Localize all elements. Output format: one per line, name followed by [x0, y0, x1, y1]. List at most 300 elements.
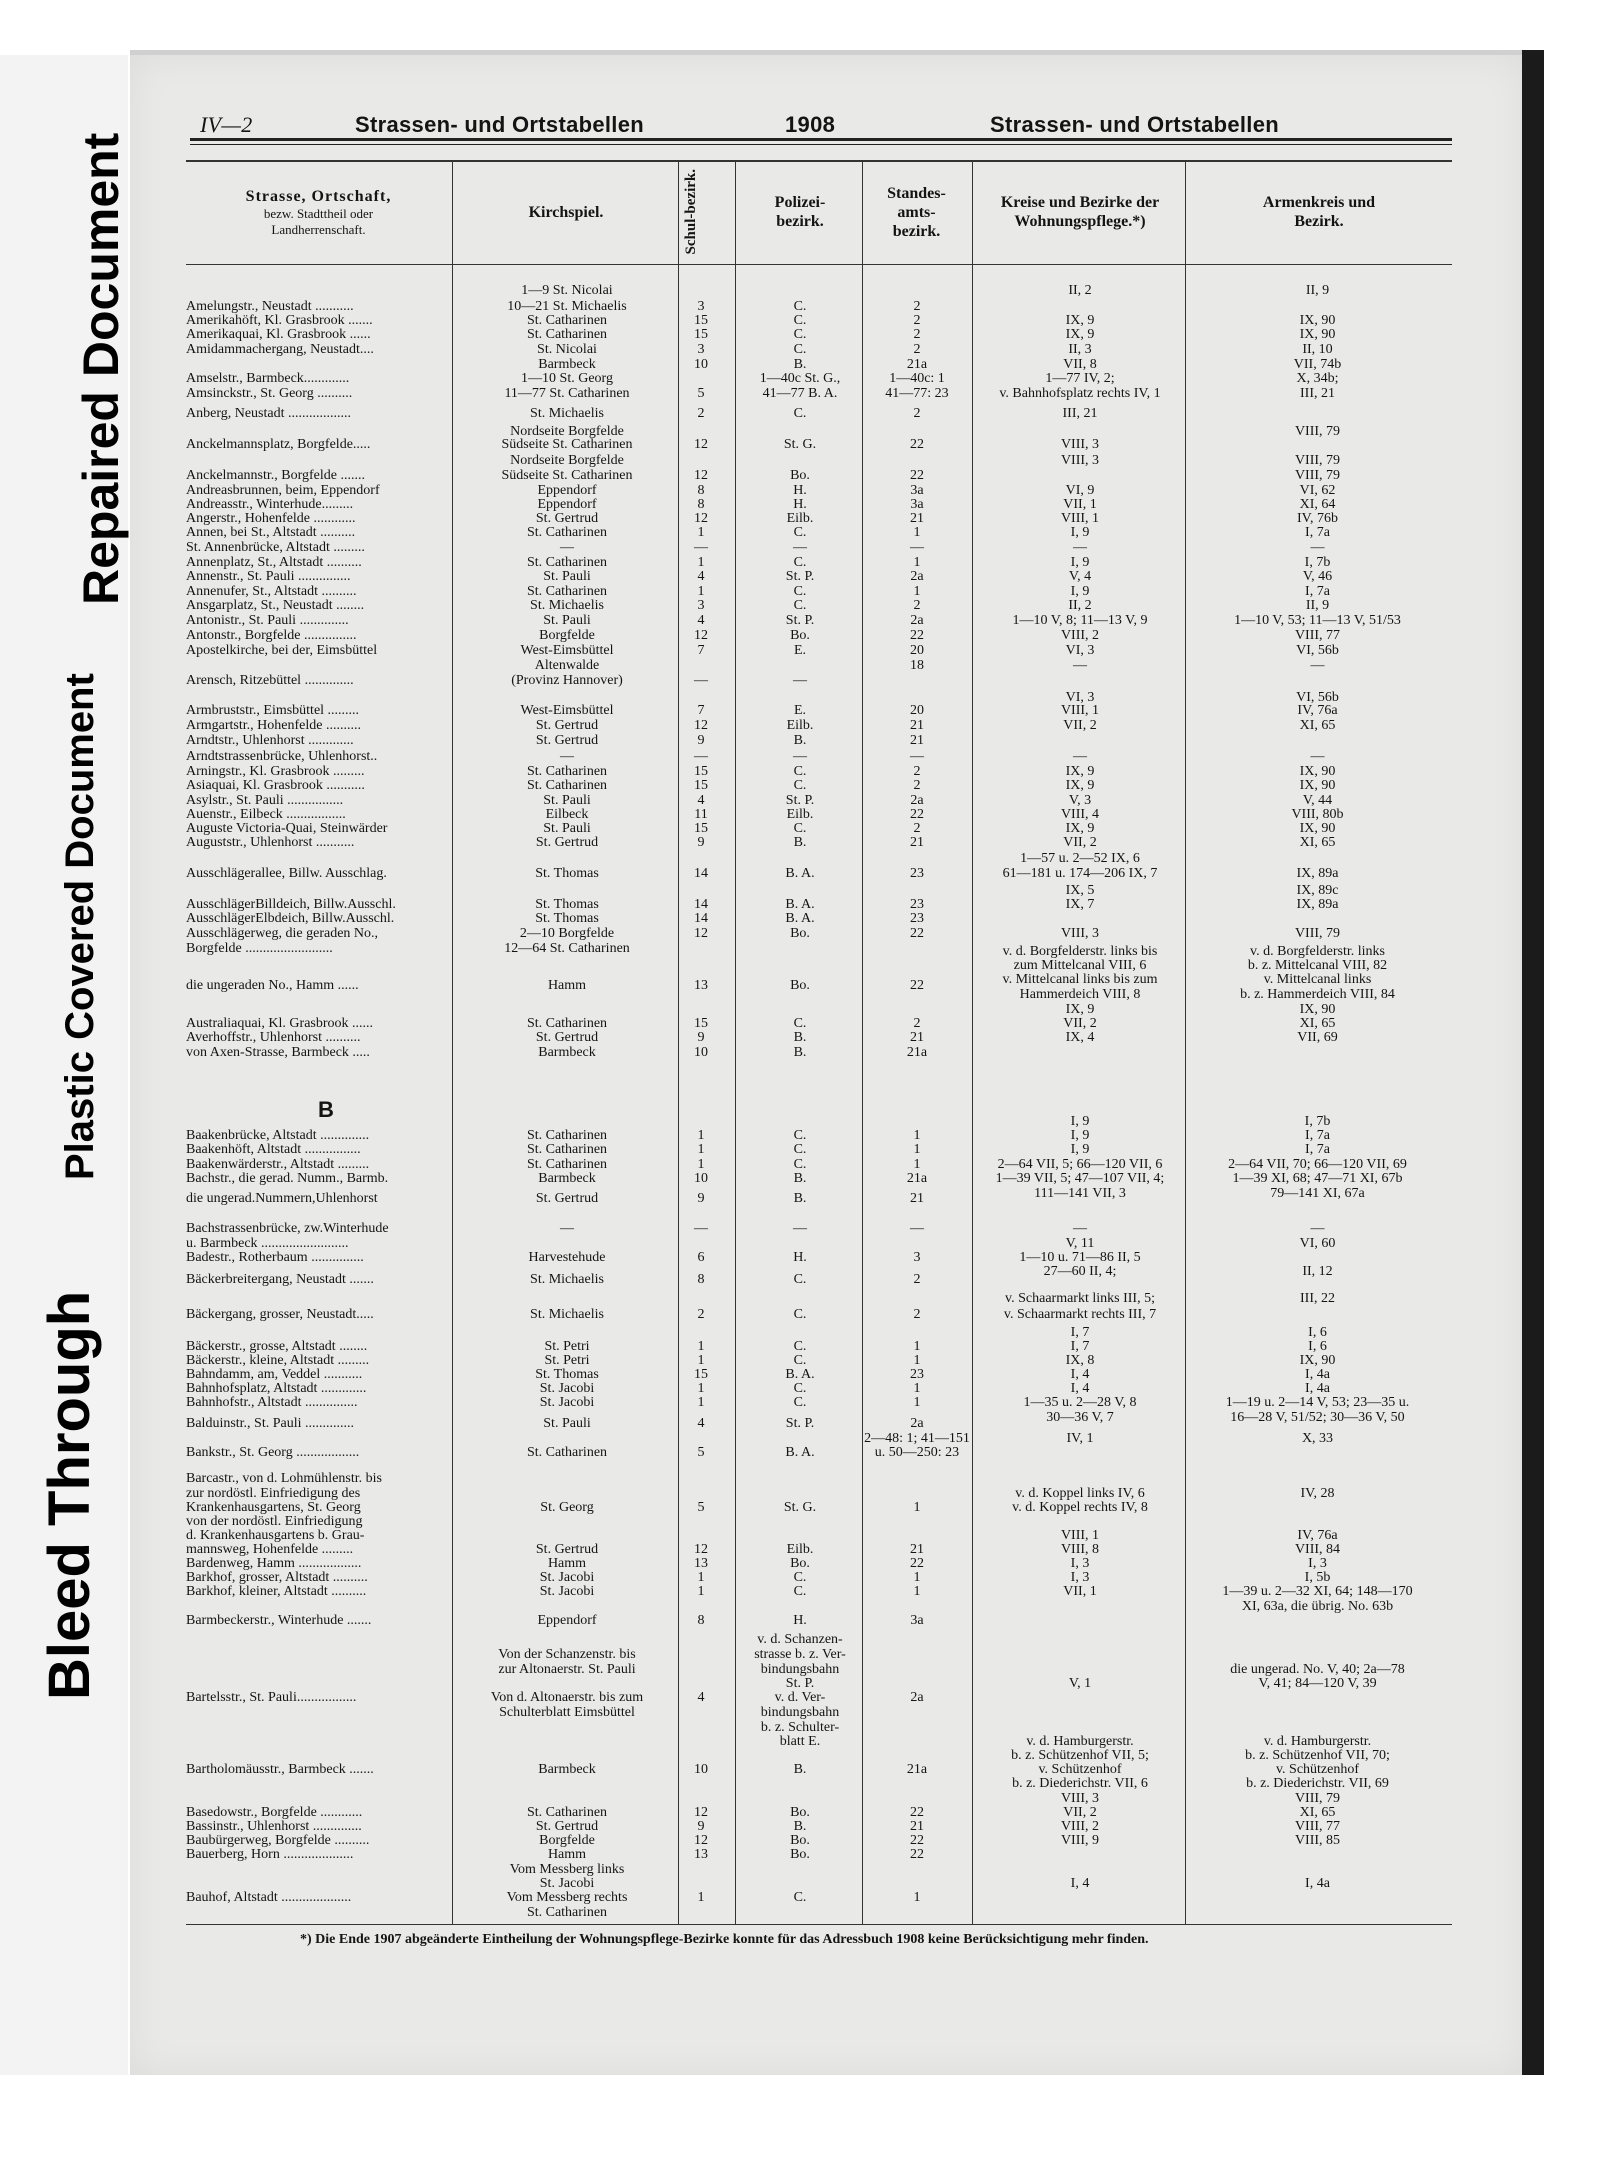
row-housing-cell: VIII, 3 — [1060, 1791, 1100, 1806]
row-street-cell: Bauerberg, Horn .................... — [186, 1847, 354, 1862]
row-street-cell: Bäckerstr., kleine, Altstadt ......... — [186, 1353, 370, 1368]
row-registry-cell: 3a — [910, 1613, 924, 1628]
row-poor-cell: v. d. Borgfelderstr. links — [1250, 944, 1385, 959]
row-housing-cell: IX, 9 — [1065, 821, 1095, 836]
row-poor-cell: I, 7a — [1305, 525, 1330, 540]
col-housing-header — [975, 160, 1185, 264]
row-registry-cell: 1 — [913, 555, 921, 570]
row-poor-cell: III, 21 — [1300, 386, 1335, 401]
row-housing-cell: I, 7 — [1070, 1339, 1090, 1354]
row-poor-cell: VIII, 80b — [1291, 807, 1344, 822]
row-police-cell: St. P. — [785, 1676, 815, 1691]
row-housing-cell: VII, 2 — [1063, 1016, 1097, 1031]
row-parish-cell: St. Gertrud — [535, 511, 599, 526]
row-street-cell: Bankstr., St. Georg .................. — [186, 1445, 360, 1460]
row-registry-cell: 2 — [913, 764, 921, 779]
row-street-cell: Barkhof, kleiner, Altstadt .......... — [186, 1584, 367, 1599]
row-police-cell: B. A. — [785, 1445, 815, 1460]
row-police-cell: bindungsbahn — [760, 1662, 840, 1677]
row-poor-cell: XI, 65 — [1299, 718, 1336, 733]
row-police-cell: B. — [793, 1171, 807, 1186]
row-poor-cell: XI, 64 — [1299, 497, 1336, 512]
row-housing-cell: I, 4 — [1070, 1876, 1090, 1891]
row-housing-cell: IX, 9 — [1065, 327, 1095, 342]
row-school-cell: — — [694, 749, 708, 764]
row-street-cell: Armbruststr., Eimsbüttel ......... — [186, 703, 360, 718]
row-housing-cell: III, 21 — [1062, 406, 1098, 421]
row-poor-cell: VII, 69 — [1297, 1030, 1338, 1045]
row-poor-cell: VI, 62 — [1299, 483, 1336, 498]
table-top-line — [186, 160, 1452, 162]
row-registry-cell: 3a — [910, 483, 924, 498]
row-poor-cell: VI, 56b — [1296, 643, 1339, 658]
row-poor-cell: IX, 89a — [1296, 897, 1339, 912]
row-poor-cell: IX, 90 — [1299, 821, 1336, 836]
row-school-cell: 15 — [694, 313, 708, 328]
row-registry-cell: 2 — [913, 1016, 921, 1031]
row-police-cell: C. — [793, 1272, 807, 1287]
header-title-right: Strassen- und Ortstabellen — [990, 112, 1279, 137]
row-street-cell: Antonstr., Borgfelde ............... — [186, 628, 357, 643]
row-school-cell: 1 — [697, 1584, 705, 1599]
row-parish-cell: Nordseite Borgfelde — [510, 453, 624, 468]
row-parish-cell: St. Catharinen — [526, 1805, 608, 1820]
row-poor-cell: IX, 90 — [1299, 764, 1336, 779]
col-police-header — [738, 160, 862, 264]
row-parish-cell: St. Gertrud — [535, 1542, 599, 1557]
row-school-cell: 15 — [694, 1016, 708, 1031]
row-housing-cell: 1—39 VII, 5; 47—107 VII, 4; — [995, 1171, 1165, 1186]
row-school-cell: 12 — [694, 1542, 708, 1557]
row-police-cell: C. — [793, 525, 807, 540]
row-housing-cell: 1—10 u. 71—86 II, 5 — [1019, 1250, 1141, 1265]
col-poor-header — [1186, 160, 1452, 264]
row-housing-cell: 27—60 II, 4; — [1043, 1264, 1117, 1279]
row-parish-cell: St. Catharinen — [526, 778, 608, 793]
row-police-cell: — — [793, 749, 807, 764]
row-registry-cell: u. 50—250: 23 — [874, 1445, 960, 1460]
row-housing-cell: II, 3 — [1068, 342, 1092, 357]
row-housing-cell: IX, 7 — [1065, 897, 1095, 912]
row-street-cell: Asylstr., St. Pauli ................ — [186, 793, 344, 808]
row-parish-cell: St. Thomas — [535, 911, 599, 926]
row-street-cell: Anberg, Neustadt .................. — [186, 406, 351, 421]
row-school-cell: 13 — [694, 1556, 708, 1571]
row-housing-cell: 111—141 VII, 3 — [1034, 1186, 1126, 1201]
row-poor-cell: VIII, 77 — [1294, 628, 1341, 643]
row-parish-cell: West-Eimsbüttel — [520, 643, 614, 658]
col-street-subtitle: bezw. Stadttheil oder Landherrenschaft. — [263, 205, 374, 237]
row-street-cell: Auguststr., Uhlenhorst ........... — [186, 835, 355, 850]
row-poor-cell: II, 12 — [1302, 1264, 1333, 1279]
row-police-cell: B. — [793, 1762, 807, 1777]
row-registry-cell: 2 — [913, 406, 921, 421]
row-housing-cell: b. z. Schützenhof VII, 5; — [1011, 1748, 1149, 1763]
row-police-cell: Bo. — [790, 468, 810, 483]
row-police-cell: Bo. — [790, 628, 810, 643]
row-housing-cell: v. Bahnhofsplatz rechts IV, 1 — [999, 386, 1161, 401]
row-parish-cell: St. Nicolai — [537, 342, 597, 357]
row-parish-cell: St. Gertrud — [535, 733, 599, 748]
row-street-cell: Bartholomäusstr., Barmbeck ....... — [186, 1762, 374, 1777]
row-registry-cell: 22 — [910, 437, 924, 452]
row-housing-cell: 61—181 u. 174—206 IX, 7 — [1002, 866, 1158, 881]
row-registry-cell: 2 — [913, 327, 921, 342]
row-school-cell: — — [694, 540, 708, 555]
row-poor-cell: II, 9 — [1305, 283, 1330, 298]
row-poor-cell: IX, 90 — [1299, 313, 1336, 328]
row-parish-cell: 10—21 St. Michaelis — [507, 299, 627, 314]
row-street-cell: Bardenweg, Hamm .................. — [186, 1556, 362, 1571]
row-street-cell: Amerikahöft, Kl. Grasbrook ....... — [186, 313, 373, 328]
row-parish-cell: St. Catharinen — [526, 1905, 608, 1920]
header-rule — [190, 138, 1452, 141]
row-street-cell: die ungerad.Nummern,Uhlenhorst — [186, 1191, 378, 1206]
row-parish-cell: Von d. Altonaerstr. bis zum — [490, 1690, 644, 1705]
row-housing-cell: I, 3 — [1070, 1556, 1090, 1571]
row-parish-cell: Südseite St. Catharinen — [501, 437, 633, 452]
row-parish-cell: Harvestehude — [528, 1250, 606, 1265]
row-police-cell: Eilb. — [786, 807, 814, 822]
row-registry-cell: 21 — [910, 1542, 924, 1557]
row-street-cell: Apostelkirche, bei der, Eimsbüttel — [186, 643, 378, 658]
row-housing-cell: — — [1073, 658, 1087, 673]
row-poor-cell: XI, 65 — [1299, 835, 1336, 850]
row-housing-cell: 1—57 u. 2—52 IX, 6 — [1020, 851, 1140, 866]
row-registry-cell: 22 — [910, 628, 924, 643]
row-school-cell: — — [694, 1221, 708, 1236]
row-parish-cell: St. Michaelis — [530, 406, 604, 421]
row-street-cell: Baubürgerweg, Borgfelde .......... — [186, 1833, 370, 1848]
row-housing-cell: 1—35 u. 2—28 V, 8 — [1023, 1395, 1137, 1410]
row-housing-cell: v. d. Koppel rechts IV, 8 — [1012, 1500, 1148, 1515]
row-street-cell: Auenstr., Eilbeck ................. — [186, 807, 346, 822]
row-street-cell: d. Krankenhausgartens b. Grau- — [186, 1528, 365, 1543]
row-poor-cell: — — [1310, 658, 1325, 673]
row-school-cell: 12 — [694, 926, 708, 941]
row-parish-cell: St. Michaelis — [530, 1307, 604, 1322]
row-street-cell: Amselstr., Barmbeck............. — [186, 371, 350, 386]
row-parish-cell: Barmbeck — [538, 1045, 596, 1060]
row-parish-cell: St. Catharinen — [526, 1128, 608, 1143]
row-parish-cell: St. Pauli — [543, 793, 591, 808]
row-school-cell: 9 — [697, 733, 705, 748]
row-street-cell: Bahnhofsplatz, Altstadt ............. — [186, 1381, 367, 1396]
col-street-header — [186, 160, 451, 264]
row-police-cell: B. — [793, 835, 807, 850]
row-parish-cell: Borgfelde — [539, 1833, 595, 1848]
row-street-cell: die ungeraden No., Hamm ...... — [186, 978, 359, 993]
row-school-cell: 1 — [697, 1353, 705, 1368]
row-registry-cell: 2 — [913, 598, 921, 613]
row-parish-cell: St. Gertrud — [535, 1191, 599, 1206]
row-street-cell: AusschlägerBilldeich, Billw.Ausschl. — [186, 897, 396, 912]
row-housing-cell: 30—36 V, 7 — [1046, 1410, 1114, 1425]
row-school-cell: 14 — [694, 897, 708, 912]
row-street-cell: Amidammachergang, Neustadt.... — [186, 342, 374, 357]
row-poor-cell: XI, 63a, die übrig. No. 63b — [1241, 1599, 1394, 1614]
row-parish-cell: Schulterblatt Eimsbüttel — [499, 1705, 635, 1720]
row-police-cell: C. — [793, 555, 807, 570]
row-police-cell: C. — [793, 821, 807, 836]
row-street-cell: Barmbeckerstr., Winterhude ....... — [186, 1613, 372, 1628]
col-divider-1 — [452, 160, 453, 1925]
row-parish-cell: St. Jacobi — [539, 1584, 595, 1599]
row-parish-cell: St. Pauli — [543, 1416, 591, 1431]
row-poor-cell: VIII, 79 — [1294, 926, 1341, 941]
row-registry-cell: 22 — [910, 926, 924, 941]
row-parish-cell: St. Gertrud — [535, 718, 599, 733]
row-housing-cell: V, 11 — [1065, 1236, 1095, 1251]
row-housing-cell: VIII, 3 — [1060, 926, 1100, 941]
row-registry-cell: 1 — [913, 584, 921, 599]
row-street-cell: Arningstr., Kl. Grasbrook ......... — [186, 764, 365, 779]
row-housing-cell: I, 9 — [1070, 584, 1090, 599]
row-poor-cell: I, 7a — [1305, 1142, 1330, 1157]
row-poor-cell: b. z. Hammerdeich VIII, 84 — [1240, 987, 1395, 1002]
row-street-cell: Amelungstr., Neustadt ........... — [186, 299, 354, 314]
row-housing-cell: I, 4 — [1070, 1381, 1090, 1396]
row-street-cell: Bassinstr., Uhlenhorst .............. — [186, 1819, 362, 1834]
row-housing-cell: IX, 9 — [1065, 778, 1095, 793]
row-poor-cell: IX, 90 — [1299, 327, 1336, 342]
row-housing-cell: IX, 9 — [1065, 1002, 1095, 1017]
row-parish-cell: St. Petri — [544, 1339, 590, 1354]
row-police-cell: C. — [793, 1142, 807, 1157]
row-parish-cell: St. Jacobi — [539, 1876, 595, 1891]
row-poor-cell: 1—39 XI, 68; 47—71 XI, 67b — [1232, 1171, 1403, 1186]
row-street-cell: Bäckerstr., grosse, Altstadt ........ — [186, 1339, 368, 1354]
row-housing-cell: VIII, 2 — [1060, 628, 1100, 643]
row-parish-cell: Vom Messberg rechts — [506, 1890, 628, 1905]
row-registry-cell: 2 — [913, 821, 921, 836]
row-street-cell: Annenplatz, St., Altstadt .......... — [186, 555, 362, 570]
row-parish-cell: St. Catharinen — [526, 555, 608, 570]
row-poor-cell: X, 34b; — [1296, 371, 1339, 386]
row-poor-cell: I, 7a — [1305, 1128, 1330, 1143]
row-police-cell: B. — [793, 1191, 807, 1206]
row-poor-cell: I, 7b — [1304, 1114, 1331, 1129]
row-parish-cell: St. Pauli — [543, 821, 591, 836]
row-registry-cell: 21 — [910, 718, 924, 733]
row-school-cell: 1 — [697, 1381, 705, 1396]
row-school-cell: 1 — [697, 525, 705, 540]
row-school-cell: 12 — [694, 718, 708, 733]
row-school-cell: 15 — [694, 1367, 708, 1382]
row-police-cell: C. — [793, 598, 807, 613]
row-school-cell: 12 — [694, 468, 708, 483]
row-parish-cell: St. Pauli — [543, 569, 591, 584]
row-police-cell: St. G. — [783, 1500, 817, 1515]
row-poor-cell: I, 3 — [1308, 1556, 1327, 1571]
row-poor-cell: — — [1310, 540, 1325, 555]
row-parish-cell: St. Catharinen — [526, 764, 608, 779]
row-school-cell: 14 — [694, 911, 708, 926]
col-divider-2 — [678, 160, 679, 1925]
row-housing-cell: VII, 1 — [1063, 1584, 1097, 1599]
row-registry-cell: 1 — [913, 1339, 921, 1354]
row-poor-cell: 2—64 VII, 70; 66—120 VII, 69 — [1228, 1157, 1407, 1172]
row-registry-cell: 22 — [910, 978, 924, 993]
row-housing-cell: IV, 1 — [1066, 1431, 1094, 1446]
row-street-cell: Angerstr., Hohenfelde ............ — [186, 511, 356, 526]
section-letter-b: B — [318, 1097, 334, 1122]
row-housing-cell: — — [1073, 540, 1087, 555]
row-parish-cell: St. Catharinen — [526, 1157, 608, 1172]
row-street-cell: Antonistr., St. Pauli .............. — [186, 613, 349, 628]
row-parish-cell: St. Michaelis — [530, 1272, 604, 1287]
row-street-cell: Baakenbrücke, Altstadt .............. — [186, 1128, 370, 1143]
row-police-cell: C. — [793, 406, 807, 421]
row-school-cell: 12 — [694, 1833, 708, 1848]
row-poor-cell: VIII, 85 — [1294, 1833, 1341, 1848]
row-parish-cell: Nordseite Borgfelde — [510, 424, 624, 439]
row-school-cell: 1 — [697, 1339, 705, 1354]
row-poor-cell: XI, 65 — [1299, 1805, 1336, 1820]
row-school-cell: 1 — [697, 555, 705, 570]
row-housing-cell: b. z. Diederichstr. VII, 6 — [1012, 1776, 1148, 1791]
row-school-cell: 2 — [697, 1307, 705, 1322]
col-parish-header: Kirchspiel. — [528, 203, 604, 221]
row-housing-cell: VIII, 9 — [1060, 1833, 1100, 1848]
row-parish-cell: — — [560, 1221, 574, 1236]
row-poor-cell: V, 41; 84—120 V, 39 — [1258, 1676, 1377, 1691]
row-police-cell: St. P. — [785, 793, 815, 808]
row-school-cell: 15 — [694, 821, 708, 836]
row-registry-cell: 2 — [913, 1272, 921, 1287]
row-street-cell: zur nordöstl. Einfriedigung des — [186, 1486, 361, 1501]
row-parish-cell: 2—10 Borgfelde — [519, 926, 615, 941]
row-registry-cell: 1—40c: 1 — [889, 371, 945, 386]
row-police-cell: Bo. — [790, 1833, 810, 1848]
row-registry-cell: 22 — [910, 1833, 924, 1848]
header-year: 1908 — [785, 112, 836, 137]
row-parish-cell: St. Gertrud — [535, 1819, 599, 1834]
row-street-cell: Arndtstrassenbrücke, Uhlenhorst.. — [186, 749, 378, 764]
row-housing-cell: VI, 3 — [1065, 690, 1095, 705]
row-street-cell: Amsinckstr., St. Georg .......... — [186, 386, 353, 401]
row-parish-cell: Hamm — [547, 978, 587, 993]
row-parish-cell: 11—77 St. Catharinen — [504, 386, 630, 401]
row-parish-cell: St. Catharinen — [526, 313, 608, 328]
row-housing-cell: IX, 9 — [1065, 764, 1095, 779]
row-poor-cell: VIII, 79 — [1294, 424, 1341, 439]
row-poor-cell: IV, 28 — [1300, 1486, 1335, 1501]
row-street-cell: Ausschlägerallee, Billw. Ausschlag. — [186, 866, 387, 881]
row-parish-cell: zur Altonaerstr. St. Pauli — [498, 1662, 636, 1677]
row-police-cell: C. — [793, 1381, 807, 1396]
row-registry-cell: 23 — [910, 897, 924, 912]
row-police-cell: Bo. — [790, 1556, 810, 1571]
row-poor-cell: I, 6 — [1308, 1339, 1327, 1354]
row-police-cell: v. d. Ver- — [774, 1690, 826, 1705]
row-poor-cell: — — [1310, 749, 1325, 764]
row-school-cell: 1 — [697, 1570, 705, 1585]
row-police-cell: B. — [793, 357, 807, 372]
row-poor-cell: X, 33 — [1301, 1431, 1334, 1446]
row-registry-cell: 23 — [910, 911, 924, 926]
row-poor-cell: I, 4a — [1305, 1381, 1330, 1396]
row-school-cell: 8 — [697, 497, 705, 512]
row-registry-cell: 41—77: 23 — [885, 386, 949, 401]
row-school-cell: 12 — [694, 1805, 708, 1820]
row-registry-cell: 2a — [910, 1416, 924, 1431]
row-registry-cell: 21 — [910, 1191, 924, 1206]
row-poor-cell: VII, 74b — [1293, 357, 1342, 372]
row-parish-cell: Borgfelde — [539, 628, 595, 643]
row-registry-cell: — — [910, 540, 924, 555]
row-poor-cell: IX, 89c — [1296, 883, 1339, 898]
row-parish-cell: St. Catharinen — [526, 1445, 608, 1460]
row-registry-cell: 2 — [913, 1307, 921, 1322]
plastic-covered-label: Plastic Covered Document — [58, 673, 102, 1180]
row-housing-cell: v. Schützenhof — [1038, 1762, 1122, 1777]
row-registry-cell: 21a — [906, 1171, 928, 1186]
row-police-cell: B. — [793, 1045, 807, 1060]
row-police-cell: C. — [793, 1584, 807, 1599]
row-housing-cell: Hammerdeich VIII, 8 — [1019, 987, 1141, 1002]
col-divider-5 — [972, 160, 973, 1925]
row-registry-cell: 22 — [910, 1556, 924, 1571]
row-parish-cell: St. Catharinen — [526, 1016, 608, 1031]
row-registry-cell: 21 — [910, 733, 924, 748]
row-poor-cell: v. Schützenhof — [1275, 1762, 1360, 1777]
row-street-cell: Basedowstr., Borgfelde ............ — [186, 1805, 363, 1820]
row-school-cell: 4 — [697, 1416, 705, 1431]
row-parish-cell: Südseite St. Catharinen — [501, 468, 633, 483]
row-street-cell: Annen, bei St., Altstadt .......... — [186, 525, 356, 540]
row-police-cell: strasse b. z. Ver- — [754, 1647, 846, 1662]
row-housing-cell: VIII, 2 — [1060, 1819, 1100, 1834]
row-registry-cell: 1 — [913, 1353, 921, 1368]
row-school-cell: 1 — [697, 1142, 705, 1157]
row-poor-cell: IV, 76a — [1297, 1528, 1338, 1543]
row-police-cell: C. — [793, 342, 807, 357]
row-housing-cell: I, 9 — [1070, 555, 1090, 570]
row-poor-cell: V, 44 — [1302, 793, 1333, 808]
row-street-cell: Australiaquai, Kl. Grasbrook ...... — [186, 1016, 374, 1031]
row-registry-cell: 18 — [910, 658, 924, 673]
row-poor-cell: I, 4a — [1305, 1367, 1330, 1382]
row-police-cell: B. A. — [785, 1367, 815, 1382]
row-housing-cell: v. Schaarmarkt links III, 5; — [1005, 1291, 1155, 1306]
row-street-cell: Baakenhöft, Altstadt ................ — [186, 1142, 361, 1157]
row-street-cell: Armgartstr., Hohenfelde .......... — [186, 718, 361, 733]
row-school-cell: 8 — [697, 1272, 705, 1287]
row-street-cell: Bahndamm, am, Veddel ........... — [186, 1367, 363, 1382]
row-parish-cell: Eppendorf — [537, 497, 597, 512]
row-street-cell: von der nordöstl. Einfriedigung — [186, 1514, 363, 1529]
row-housing-cell: v. Schaarmarkt rechts III, 7 — [1003, 1307, 1157, 1322]
table-header — [186, 160, 1452, 264]
col-school-header — [680, 160, 720, 264]
row-school-cell: 9 — [697, 1819, 705, 1834]
row-poor-cell: IX, 90 — [1299, 1353, 1336, 1368]
col-housing-label: Kreise und Bezirke der Wohnungspflege.*) — [1000, 194, 1160, 230]
row-school-cell: 3 — [697, 598, 705, 613]
row-parish-cell: St. Petri — [544, 1353, 590, 1368]
row-poor-cell: 16—28 V, 51/52; 30—36 V, 50 — [1230, 1410, 1405, 1425]
row-parish-cell: St. Thomas — [535, 1367, 599, 1382]
row-poor-cell: 79—141 XI, 67a — [1270, 1186, 1365, 1201]
row-police-cell: C. — [793, 1395, 807, 1410]
row-school-cell: — — [694, 673, 708, 688]
row-parish-cell: Barmbeck — [538, 1762, 596, 1777]
row-parish-cell: St. Georg — [540, 1500, 594, 1515]
row-parish-cell: Eppendorf — [537, 1613, 597, 1628]
row-housing-cell: VIII, 3 — [1060, 437, 1100, 452]
row-school-cell: 6 — [697, 1250, 705, 1265]
